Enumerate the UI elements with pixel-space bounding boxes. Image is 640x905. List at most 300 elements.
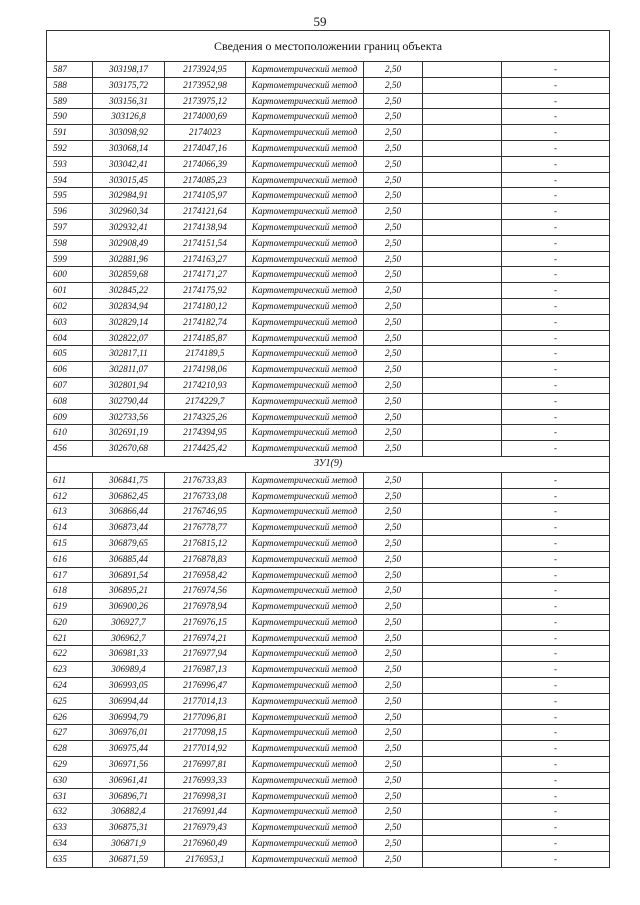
table-row: [47, 709, 610, 725]
x-coordinate-cell: 302932,41: [93, 219, 165, 235]
method-cell: Картометрический метод: [246, 851, 364, 867]
x-coordinate-cell: 306879,65: [93, 535, 165, 551]
empty-cell: [423, 820, 502, 836]
table-row: [47, 409, 610, 425]
dash-cell: -: [502, 314, 610, 330]
table-body-part2: [47, 472, 610, 867]
point-number-cell: 588: [47, 77, 93, 93]
accuracy-cell: 2,50: [364, 757, 423, 773]
x-coordinate-cell: 306971,56: [93, 757, 165, 773]
x-coordinate-cell: 306875,31: [93, 820, 165, 836]
table-row: [47, 630, 610, 646]
section-row: [47, 456, 610, 472]
empty-cell: [423, 441, 502, 457]
x-coordinate-cell: 306994,79: [93, 709, 165, 725]
accuracy-cell: 2,50: [364, 567, 423, 583]
point-number-cell: 456: [47, 441, 93, 457]
dash-cell: -: [502, 630, 610, 646]
table-row: [47, 109, 610, 125]
empty-cell: [423, 836, 502, 852]
accuracy-cell: 2,50: [364, 77, 423, 93]
table-row: [47, 678, 610, 694]
accuracy-cell: 2,50: [364, 156, 423, 172]
table-row: [47, 725, 610, 741]
point-number-cell: 602: [47, 298, 93, 314]
method-cell: Картометрический метод: [246, 140, 364, 156]
method-cell: Картометрический метод: [246, 314, 364, 330]
dash-cell: -: [502, 567, 610, 583]
empty-cell: [423, 330, 502, 346]
accuracy-cell: 2,50: [364, 472, 423, 488]
dash-cell: -: [502, 709, 610, 725]
accuracy-cell: 2,50: [364, 314, 423, 330]
accuracy-cell: 2,50: [364, 235, 423, 251]
accuracy-cell: 2,50: [364, 298, 423, 314]
point-number-cell: 620: [47, 614, 93, 630]
y-coordinate-cell: 2177014,13: [165, 693, 246, 709]
empty-cell: [423, 125, 502, 141]
section-body: [47, 456, 610, 472]
empty-cell: [423, 140, 502, 156]
accuracy-cell: 2,50: [364, 583, 423, 599]
dash-cell: -: [502, 251, 610, 267]
dash-cell: -: [502, 156, 610, 172]
method-cell: Картометрический метод: [246, 772, 364, 788]
empty-cell: [423, 741, 502, 757]
point-number-cell: 634: [47, 836, 93, 852]
dash-cell: -: [502, 520, 610, 536]
accuracy-cell: 2,50: [364, 646, 423, 662]
point-number-cell: 600: [47, 267, 93, 283]
point-number-cell: 630: [47, 772, 93, 788]
y-coordinate-cell: 2174189,5: [165, 346, 246, 362]
method-cell: Картометрический метод: [246, 614, 364, 630]
table-row: [47, 693, 610, 709]
y-coordinate-cell: 2176977,94: [165, 646, 246, 662]
empty-cell: [423, 314, 502, 330]
method-cell: Картометрический метод: [246, 77, 364, 93]
method-cell: Картометрический метод: [246, 709, 364, 725]
x-coordinate-cell: 306961,41: [93, 772, 165, 788]
method-cell: Картометрический метод: [246, 393, 364, 409]
y-coordinate-cell: 2176746,95: [165, 504, 246, 520]
table-row: [47, 804, 610, 820]
accuracy-cell: 2,50: [364, 725, 423, 741]
dash-cell: -: [502, 188, 610, 204]
x-coordinate-cell: 302859,68: [93, 267, 165, 283]
point-number-cell: 619: [47, 599, 93, 615]
point-number-cell: 633: [47, 820, 93, 836]
point-number-cell: 614: [47, 520, 93, 536]
table-row: [47, 662, 610, 678]
x-coordinate-cell: 302670,68: [93, 441, 165, 457]
accuracy-cell: 2,50: [364, 62, 423, 78]
table-row: [47, 298, 610, 314]
empty-cell: [423, 630, 502, 646]
accuracy-cell: 2,50: [364, 820, 423, 836]
y-coordinate-cell: 2176974,56: [165, 583, 246, 599]
empty-cell: [423, 346, 502, 362]
table-row: [47, 251, 610, 267]
dash-cell: -: [502, 425, 610, 441]
table-row: [47, 599, 610, 615]
table-title: Сведения о местоположении границ объекта: [47, 31, 610, 62]
accuracy-cell: 2,50: [364, 551, 423, 567]
point-number-cell: 603: [47, 314, 93, 330]
dash-cell: -: [502, 362, 610, 378]
point-number-cell: 607: [47, 377, 93, 393]
y-coordinate-cell: 2174047,16: [165, 140, 246, 156]
x-coordinate-cell: 306976,01: [93, 725, 165, 741]
accuracy-cell: 2,50: [364, 204, 423, 220]
method-cell: Картометрический метод: [246, 93, 364, 109]
x-coordinate-cell: 303126,8: [93, 109, 165, 125]
x-coordinate-cell: 302984,91: [93, 188, 165, 204]
dash-cell: -: [502, 804, 610, 820]
x-coordinate-cell: 306981,33: [93, 646, 165, 662]
y-coordinate-cell: 2174121,64: [165, 204, 246, 220]
empty-cell: [423, 251, 502, 267]
method-cell: Картометрический метод: [246, 820, 364, 836]
accuracy-cell: 2,50: [364, 140, 423, 156]
point-number-cell: 605: [47, 346, 93, 362]
method-cell: Картометрический метод: [246, 156, 364, 172]
method-cell: Картометрический метод: [246, 346, 364, 362]
x-coordinate-cell: 306900,26: [93, 599, 165, 615]
accuracy-cell: 2,50: [364, 741, 423, 757]
method-cell: Картометрический метод: [246, 251, 364, 267]
empty-cell: [423, 788, 502, 804]
table-row: [47, 204, 610, 220]
table-row: [47, 425, 610, 441]
dash-cell: -: [502, 851, 610, 867]
x-coordinate-cell: 303156,31: [93, 93, 165, 109]
empty-cell: [423, 551, 502, 567]
method-cell: Картометрический метод: [246, 599, 364, 615]
point-number-cell: 609: [47, 409, 93, 425]
dash-cell: -: [502, 725, 610, 741]
x-coordinate-cell: 306871,59: [93, 851, 165, 867]
method-cell: Картометрический метод: [246, 425, 364, 441]
dash-cell: -: [502, 678, 610, 694]
accuracy-cell: 2,50: [364, 693, 423, 709]
x-coordinate-cell: 302817,11: [93, 346, 165, 362]
point-number-cell: 594: [47, 172, 93, 188]
table-row: [47, 188, 610, 204]
table-row: [47, 346, 610, 362]
table-row: [47, 377, 610, 393]
point-number-cell: 631: [47, 788, 93, 804]
y-coordinate-cell: 2174000,69: [165, 109, 246, 125]
y-coordinate-cell: 2177098,15: [165, 725, 246, 741]
table-row: [47, 283, 610, 299]
table-row: [47, 235, 610, 251]
x-coordinate-cell: 302811,07: [93, 362, 165, 378]
accuracy-cell: 2,50: [364, 109, 423, 125]
point-number-cell: 616: [47, 551, 93, 567]
dash-cell: -: [502, 219, 610, 235]
y-coordinate-cell: 2176733,08: [165, 488, 246, 504]
x-coordinate-cell: 302829,14: [93, 314, 165, 330]
y-coordinate-cell: 2174023: [165, 125, 246, 141]
point-number-cell: 625: [47, 693, 93, 709]
table-row: [47, 125, 610, 141]
y-coordinate-cell: 2174425,42: [165, 441, 246, 457]
dash-cell: -: [502, 409, 610, 425]
point-number-cell: 617: [47, 567, 93, 583]
method-cell: Картометрический метод: [246, 441, 364, 457]
x-coordinate-cell: 303068,14: [93, 140, 165, 156]
empty-cell: [423, 109, 502, 125]
accuracy-cell: 2,50: [364, 599, 423, 615]
table-row: [47, 267, 610, 283]
y-coordinate-cell: 2177014,92: [165, 741, 246, 757]
empty-cell: [423, 757, 502, 773]
x-coordinate-cell: 306927,7: [93, 614, 165, 630]
x-coordinate-cell: 302691,19: [93, 425, 165, 441]
x-coordinate-cell: 306962,7: [93, 630, 165, 646]
empty-cell: [423, 772, 502, 788]
empty-cell: [423, 409, 502, 425]
accuracy-cell: 2,50: [364, 346, 423, 362]
boundary-table-container: [46, 30, 609, 868]
dash-cell: -: [502, 662, 610, 678]
table-row: [47, 362, 610, 378]
point-number-cell: 592: [47, 140, 93, 156]
x-coordinate-cell: 306862,45: [93, 488, 165, 504]
point-number-cell: 599: [47, 251, 93, 267]
point-number-cell: 622: [47, 646, 93, 662]
y-coordinate-cell: 2176878,83: [165, 551, 246, 567]
y-coordinate-cell: 2173924,95: [165, 62, 246, 78]
y-coordinate-cell: 2173975,12: [165, 93, 246, 109]
table-row: [47, 583, 610, 599]
dash-cell: -: [502, 757, 610, 773]
method-cell: Картометрический метод: [246, 377, 364, 393]
dash-cell: -: [502, 125, 610, 141]
dash-cell: -: [502, 504, 610, 520]
empty-cell: [423, 156, 502, 172]
y-coordinate-cell: 2174182,74: [165, 314, 246, 330]
point-number-cell: 611: [47, 472, 93, 488]
table-row: [47, 314, 610, 330]
y-coordinate-cell: 2174151,54: [165, 235, 246, 251]
y-coordinate-cell: 2174325,26: [165, 409, 246, 425]
dash-cell: -: [502, 772, 610, 788]
point-number-cell: 627: [47, 725, 93, 741]
x-coordinate-cell: 306873,44: [93, 520, 165, 536]
empty-cell: [423, 362, 502, 378]
method-cell: Картометрический метод: [246, 109, 364, 125]
method-cell: Картометрический метод: [246, 472, 364, 488]
accuracy-cell: 2,50: [364, 772, 423, 788]
y-coordinate-cell: 2174185,87: [165, 330, 246, 346]
empty-cell: [423, 283, 502, 299]
method-cell: Картометрический метод: [246, 219, 364, 235]
dash-cell: -: [502, 267, 610, 283]
table-row: [47, 504, 610, 520]
method-cell: Картометрический метод: [246, 630, 364, 646]
accuracy-cell: 2,50: [364, 330, 423, 346]
point-number-cell: 621: [47, 630, 93, 646]
accuracy-cell: 2,50: [364, 172, 423, 188]
dash-cell: -: [502, 109, 610, 125]
y-coordinate-cell: 2174085,23: [165, 172, 246, 188]
empty-cell: [423, 235, 502, 251]
point-number-cell: 613: [47, 504, 93, 520]
empty-cell: [423, 504, 502, 520]
dash-cell: -: [502, 330, 610, 346]
accuracy-cell: 2,50: [364, 425, 423, 441]
empty-cell: [423, 62, 502, 78]
x-coordinate-cell: 303098,92: [93, 125, 165, 141]
table-row: [47, 93, 610, 109]
x-coordinate-cell: 303015,45: [93, 172, 165, 188]
point-number-cell: 606: [47, 362, 93, 378]
accuracy-cell: 2,50: [364, 520, 423, 536]
y-coordinate-cell: 2174105,97: [165, 188, 246, 204]
empty-cell: [423, 298, 502, 314]
method-cell: Картометрический метод: [246, 283, 364, 299]
point-number-cell: 593: [47, 156, 93, 172]
empty-cell: [423, 472, 502, 488]
table-row: [47, 567, 610, 583]
table-row: [47, 156, 610, 172]
y-coordinate-cell: 2177096,81: [165, 709, 246, 725]
point-number-cell: 610: [47, 425, 93, 441]
point-number-cell: 598: [47, 235, 93, 251]
x-coordinate-cell: 306895,21: [93, 583, 165, 599]
empty-cell: [423, 646, 502, 662]
method-cell: Картометрический метод: [246, 267, 364, 283]
empty-cell: [423, 599, 502, 615]
point-number-cell: 626: [47, 709, 93, 725]
dash-cell: -: [502, 93, 610, 109]
empty-cell: [423, 425, 502, 441]
method-cell: Картометрический метод: [246, 725, 364, 741]
accuracy-cell: 2,50: [364, 836, 423, 852]
dash-cell: -: [502, 836, 610, 852]
table-body-part1: [47, 62, 610, 457]
x-coordinate-cell: 306891,54: [93, 567, 165, 583]
accuracy-cell: 2,50: [364, 488, 423, 504]
accuracy-cell: 2,50: [364, 219, 423, 235]
accuracy-cell: 2,50: [364, 283, 423, 299]
y-coordinate-cell: 2176993,33: [165, 772, 246, 788]
table-row: [47, 219, 610, 235]
accuracy-cell: 2,50: [364, 851, 423, 867]
empty-cell: [423, 804, 502, 820]
point-number-cell: 589: [47, 93, 93, 109]
x-coordinate-cell: 302881,96: [93, 251, 165, 267]
x-coordinate-cell: 306975,44: [93, 741, 165, 757]
point-number-cell: 635: [47, 851, 93, 867]
accuracy-cell: 2,50: [364, 188, 423, 204]
empty-cell: [423, 567, 502, 583]
accuracy-cell: 2,50: [364, 377, 423, 393]
point-number-cell: 587: [47, 62, 93, 78]
y-coordinate-cell: 2174138,94: [165, 219, 246, 235]
table-row: [47, 851, 610, 867]
table-row: [47, 488, 610, 504]
table-row: [47, 646, 610, 662]
x-coordinate-cell: 302908,49: [93, 235, 165, 251]
y-coordinate-cell: 2176987,13: [165, 662, 246, 678]
table-row: [47, 788, 610, 804]
empty-cell: [423, 393, 502, 409]
method-cell: Картометрический метод: [246, 662, 364, 678]
page-number: 59: [313, 14, 327, 29]
accuracy-cell: 2,50: [364, 393, 423, 409]
method-cell: Картометрический метод: [246, 330, 364, 346]
empty-cell: [423, 725, 502, 741]
point-number-cell: 624: [47, 678, 93, 694]
empty-cell: [423, 709, 502, 725]
dash-cell: -: [502, 614, 610, 630]
accuracy-cell: 2,50: [364, 709, 423, 725]
accuracy-cell: 2,50: [364, 614, 423, 630]
y-coordinate-cell: 2176978,94: [165, 599, 246, 615]
empty-cell: [423, 678, 502, 694]
table-title-row: [47, 31, 610, 62]
y-coordinate-cell: 2174198,06: [165, 362, 246, 378]
method-cell: Картометрический метод: [246, 804, 364, 820]
empty-cell: [423, 614, 502, 630]
x-coordinate-cell: 306896,71: [93, 788, 165, 804]
empty-cell: [423, 204, 502, 220]
dash-cell: -: [502, 551, 610, 567]
y-coordinate-cell: 2176998,31: [165, 788, 246, 804]
accuracy-cell: 2,50: [364, 535, 423, 551]
point-number-cell: 591: [47, 125, 93, 141]
dash-cell: -: [502, 441, 610, 457]
method-cell: Картометрический метод: [246, 741, 364, 757]
point-number-cell: 628: [47, 741, 93, 757]
accuracy-cell: 2,50: [364, 662, 423, 678]
method-cell: Картометрический метод: [246, 693, 364, 709]
accuracy-cell: 2,50: [364, 630, 423, 646]
y-coordinate-cell: 2173952,98: [165, 77, 246, 93]
method-cell: Картометрический метод: [246, 836, 364, 852]
dash-cell: -: [502, 204, 610, 220]
method-cell: Картометрический метод: [246, 62, 364, 78]
method-cell: Картометрический метод: [246, 678, 364, 694]
y-coordinate-cell: 2174394,95: [165, 425, 246, 441]
empty-cell: [423, 488, 502, 504]
method-cell: Картометрический метод: [246, 409, 364, 425]
method-cell: Картометрический метод: [246, 535, 364, 551]
x-coordinate-cell: 302845,22: [93, 283, 165, 299]
x-coordinate-cell: 306994,44: [93, 693, 165, 709]
empty-cell: [423, 188, 502, 204]
accuracy-cell: 2,50: [364, 441, 423, 457]
empty-cell: [423, 93, 502, 109]
method-cell: Картометрический метод: [246, 567, 364, 583]
y-coordinate-cell: 2176733,83: [165, 472, 246, 488]
method-cell: Картометрический метод: [246, 551, 364, 567]
y-coordinate-cell: 2174163,27: [165, 251, 246, 267]
method-cell: Картометрический метод: [246, 646, 364, 662]
point-number-cell: 604: [47, 330, 93, 346]
method-cell: Картометрический метод: [246, 125, 364, 141]
dash-cell: -: [502, 298, 610, 314]
point-number-cell: 595: [47, 188, 93, 204]
accuracy-cell: 2,50: [364, 251, 423, 267]
method-cell: Картометрический метод: [246, 788, 364, 804]
table-row: [47, 77, 610, 93]
method-cell: Картометрический метод: [246, 362, 364, 378]
dash-cell: -: [502, 741, 610, 757]
